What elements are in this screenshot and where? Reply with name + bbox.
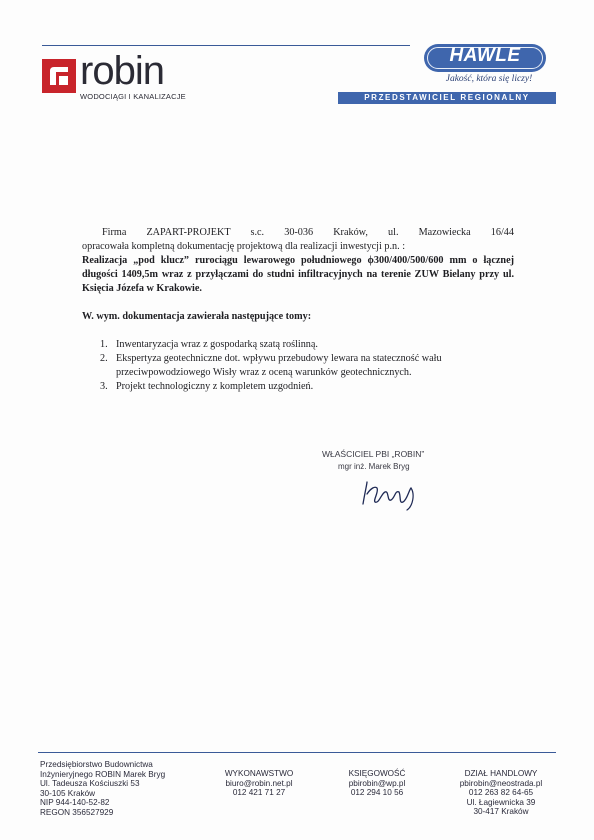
signature-name: mgr inż. Marek Bryg: [338, 462, 410, 471]
regional-representative-bar: [338, 92, 556, 104]
footer-section-title: WYKONAWSTWO: [224, 769, 294, 778]
robin-mark-icon: [42, 59, 76, 93]
footer-wykonawstwo: [210, 769, 308, 798]
footer-section-title: KSIĘGOWOŚĆ: [348, 769, 406, 778]
robin-wordmark: robin: [80, 49, 164, 93]
intro-firma: Firma ZAPART-PROJEKT s.c. 30-036 Kraków, ul. Mazowiecka 16/44: [102, 227, 514, 238]
hawle-slogan: Jakość, która się liczy!: [445, 74, 533, 84]
hawle-badge: [424, 44, 546, 72]
footer-email: biuro@robin.net.pl: [225, 778, 293, 788]
intro-paragraph: [82, 226, 514, 254]
footer-company: Przedsiębiorstwo Budownictwa Inżynieryjnego ROBIN Marek Bryg Ul. Tadeusza Kościuszki 53 30-105 Kraków NIP 944-140-52-82 REGON 356527929: [40, 760, 166, 817]
project-description: Realizacja „pod klucz” rurociągu lewarowego południowego ϕ300/400/500/600 mm o łącznej długości 1409,5m wraz z przyłączami do studni infiltracyjnych na terenie ZUW Bielany przy ul. Księcia Józefa w Krakowie.: [82, 255, 514, 294]
footer-street: Ul. Łagiewnicka 39: [466, 797, 536, 807]
list-item: 3. Projekt technologiczny z kompletem uzgodnień.: [100, 381, 314, 392]
footer-section-title: DZIAŁ HANDLOWY: [464, 769, 538, 778]
handwritten-signature-icon: [355, 474, 425, 514]
hawle-logo: [338, 40, 556, 106]
footer-rule: [38, 752, 556, 753]
footer-phone: 012 294 10 56: [350, 788, 404, 798]
robin-tagline: WODOCIĄGI I KANALIZACJE: [80, 92, 186, 101]
footer-phone: 012 421 71 27: [232, 788, 286, 798]
intro-rest: opracowała kompletną dokumentację projektową dla realizacji inwestycji p.n. :: [82, 241, 406, 252]
footer-email: pbirobin@neostrada.pl: [459, 778, 543, 788]
footer-email: pbirobin@wp.pl: [348, 778, 406, 788]
signature-title: WŁAŚCICIEL PBI „ROBIN”: [322, 449, 425, 459]
hawle-wordmark: HAWLE: [449, 45, 521, 66]
footer-phone: 012 263 82 64-65: [468, 788, 534, 798]
footer-dzial-handlowy: [446, 769, 556, 817]
regional-representative-label: PRZEDSTAWICIEL REGIONALNY: [364, 93, 530, 102]
footer-city: 30-417 Kraków: [473, 807, 529, 817]
footer-ksiegowosc: [328, 769, 426, 798]
letter-body: [82, 226, 514, 394]
contents-heading: W. wym. dokumentacja zawierała następujące tomy:: [82, 311, 312, 322]
robin-logo: [42, 49, 212, 105]
list-item: 1. Inwentaryzacja wraz z gospodarką szatą roślinną.: [100, 339, 318, 350]
volume-list: [82, 338, 514, 394]
list-item: 2. Ekspertyza geotechniczne dot. wpływu przebudowy lewara na stateczność wału przeciwpowodziowego Wisły wraz z oceną warunków geotechnicznych.: [100, 353, 442, 378]
